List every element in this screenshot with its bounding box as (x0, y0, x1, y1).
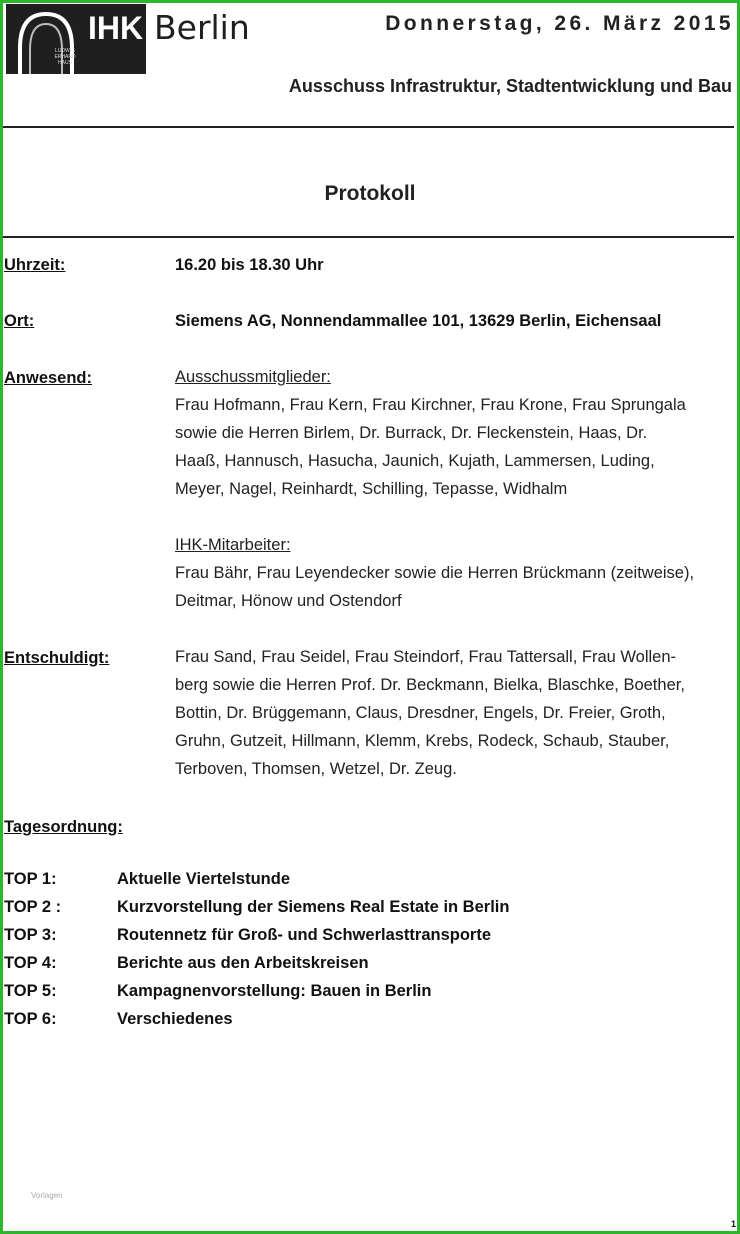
header-rule (3, 126, 734, 128)
logo-ihk-text: IHK (88, 10, 144, 46)
time-value: 16.20 bis 18.30 Uhr (175, 256, 324, 274)
excused-line: Bottin, Dr. Brüggemann, Claus, Dresdner, Engels, Dr. Freier, Groth, (175, 704, 666, 722)
members-line: Meyer, Nagel, Reinhardt, Schilling, Tepasse, Widhalm (175, 480, 568, 498)
members-line: Haaß, Hannusch, Hasucha, Jaunich, Kujath, Lammersen, Luding, (175, 452, 655, 470)
agenda-item-number: TOP 6: (4, 1010, 57, 1028)
agenda-list (4, 870, 509, 1038)
committee-name: Ausschuss Infrastruktur, Stadtentwicklung und Bau (288, 76, 732, 96)
staff-heading: IHK-Mitarbeiter: (175, 536, 291, 554)
place-label: Ort: (4, 312, 35, 330)
agenda-item-text: Kampagnenvorstellung: Bauen in Berlin (117, 982, 432, 1000)
agenda-item-number: TOP 4: (4, 954, 57, 972)
agenda-item-text: Kurzvorstellung der Siemens Real Estate in Berlin (117, 898, 510, 916)
time-label: Uhrzeit: (4, 256, 66, 274)
present-block (175, 363, 740, 615)
agenda-item (4, 926, 509, 954)
present-label: Anwesend: (4, 369, 93, 387)
staff-line: Frau Bähr, Frau Leyendecker sowie die Herren Brückmann (zeitweise), (175, 564, 695, 582)
agenda-item-number: TOP 1: (4, 870, 57, 888)
agenda-item (4, 870, 509, 898)
ihk-logo (6, 4, 146, 74)
members-line: Frau Hofmann, Frau Kern, Frau Kirchner, Frau Krone, Frau Sprungala (175, 396, 686, 414)
members-heading: Ausschussmitglieder: (175, 368, 331, 386)
agenda-item (4, 982, 509, 1010)
meeting-date: Donnerstag, 26. März 2015 (385, 12, 734, 35)
agenda-item-number: TOP 3: (4, 926, 57, 944)
excused-line: berg sowie die Herren Prof. Dr. Beckmann, Bielka, Blaschke, Boether, (175, 676, 685, 694)
agenda-item-number: TOP 2 : (4, 898, 62, 916)
agenda-item (4, 898, 509, 926)
agenda-label: Tagesordnung: (4, 818, 123, 836)
spacer (175, 503, 740, 531)
page-number: 1 (730, 1219, 736, 1229)
excused-line: Frau Sand, Frau Seidel, Frau Steindorf, Frau Tattersall, Frau Wollen- (175, 648, 677, 666)
document-title: Protokoll (324, 182, 416, 205)
brand-berlin: Berlin (154, 8, 250, 47)
excused-label: Entschuldigt: (4, 649, 110, 667)
agenda-item (4, 1010, 509, 1038)
agenda-item (4, 954, 509, 982)
agenda-item-text: Berichte aus den Arbeitskreisen (117, 954, 369, 972)
members-line: sowie die Herren Birlem, Dr. Burrack, Dr. Fleckenstein, Haas, Dr. (175, 424, 648, 442)
excused-line: Gruhn, Gutzeit, Hillmann, Klemm, Krebs, Rodeck, Schaub, Stauber, (175, 732, 670, 750)
place-value: Siemens AG, Nonnendammallee 101, 13629 Berlin, Eichensaal (175, 312, 662, 330)
title-rule (3, 236, 734, 238)
watermark-note: Vorlagen (31, 1191, 63, 1200)
excused-block (175, 643, 740, 783)
agenda-item-text: Verschiedenes (117, 1010, 233, 1028)
agenda-item-text: Aktuelle Viertelstunde (117, 870, 291, 888)
agenda-item-number: TOP 5: (4, 982, 57, 1000)
excused-line: Terboven, Thomsen, Wetzel, Dr. Zeug. (175, 760, 457, 778)
staff-line: Deitmar, Hönow und Ostendorf (175, 592, 402, 610)
agenda-item-text: Routennetz für Groß- und Schwerlasttransporte (117, 926, 492, 944)
logo-caption: LUDWIG ERHARD HAUS (54, 48, 76, 66)
